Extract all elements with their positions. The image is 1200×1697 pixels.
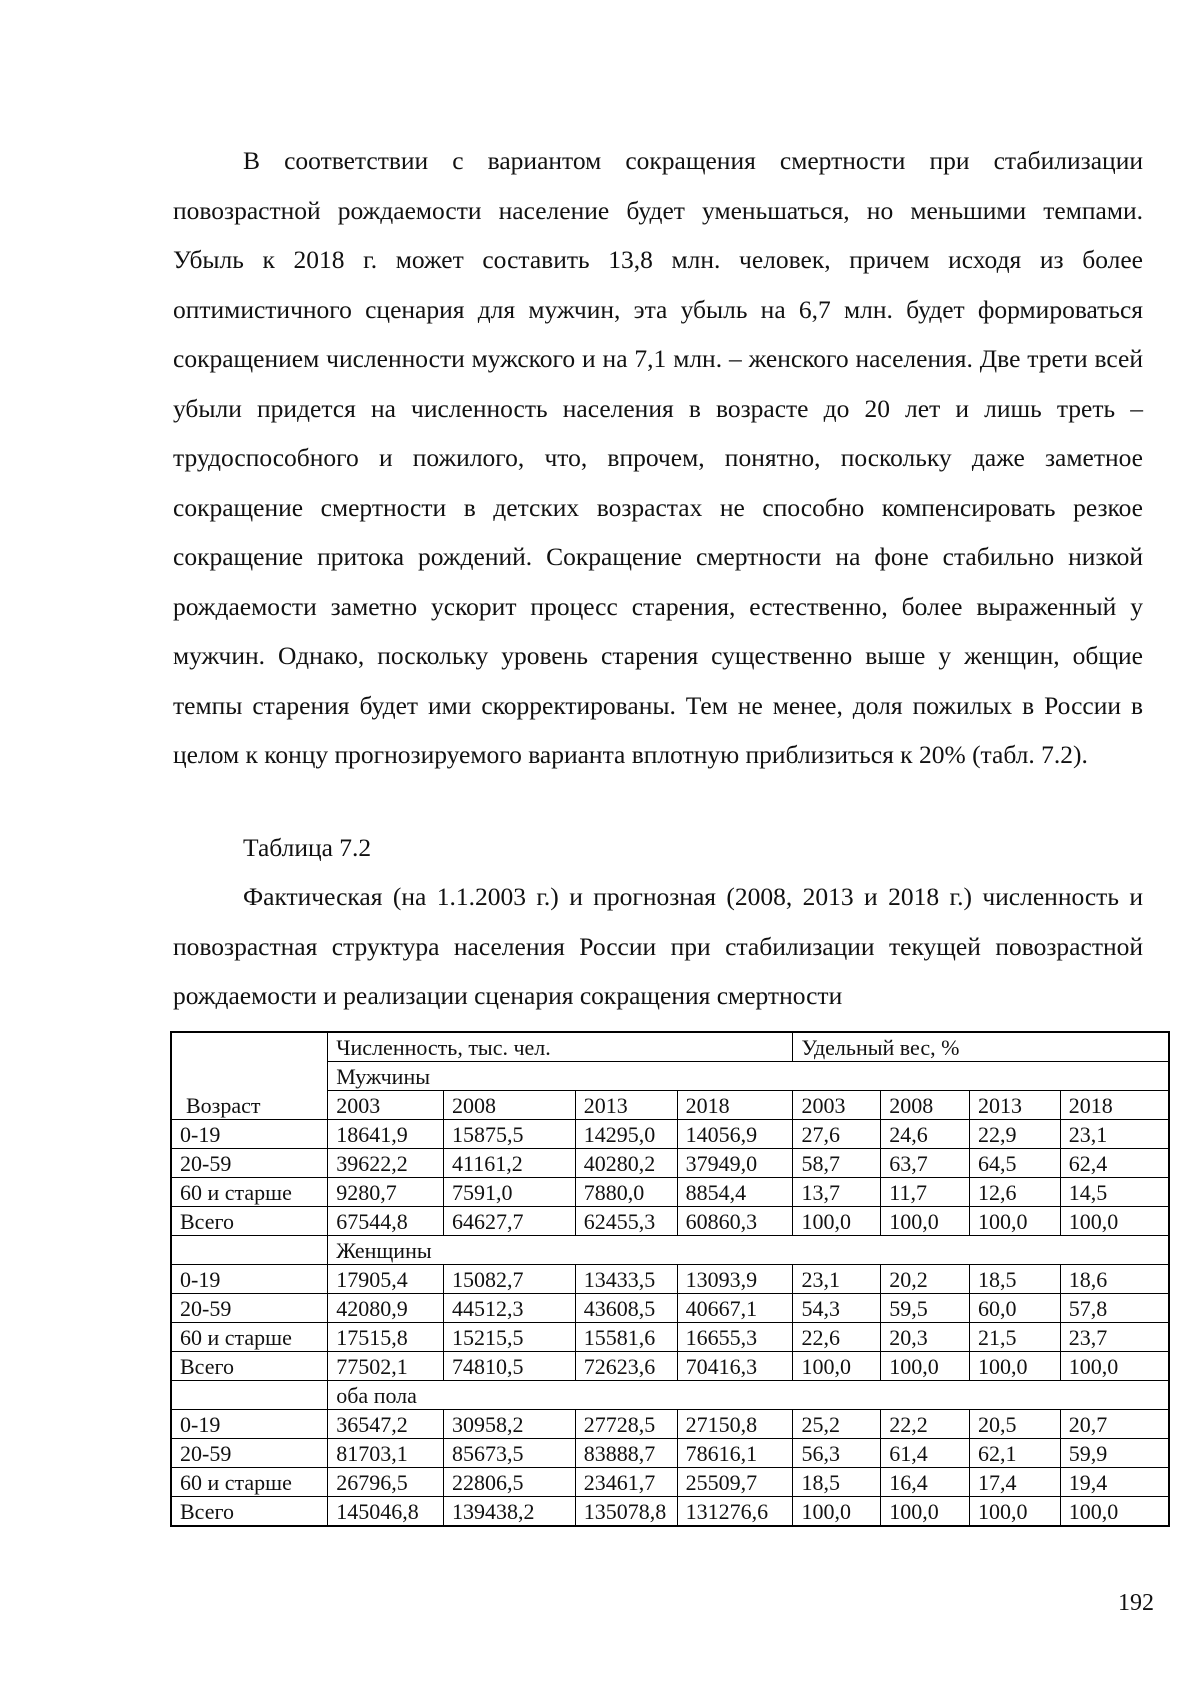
count-cell: 67544,8 [328,1207,444,1236]
count-cell: 25509,7 [677,1468,793,1497]
count-cell: 83888,7 [575,1439,677,1468]
count-cell: 139438,2 [444,1497,576,1527]
count-cell: 81703,1 [328,1439,444,1468]
table-row [171,1497,1169,1527]
count-cell: 145046,8 [328,1497,444,1527]
count-cell: 85673,5 [444,1439,576,1468]
table-section-row [171,1381,1169,1410]
share-cell: 60,0 [970,1294,1061,1323]
share-cell: 100,0 [881,1352,970,1381]
age-column-header: Возраст [171,1032,328,1120]
section-blank-cell [171,1236,328,1265]
count-cell: 42080,9 [328,1294,444,1323]
count-cell: 64627,7 [444,1207,576,1236]
share-cell: 23,1 [1060,1120,1169,1149]
share-cell: 64,5 [970,1149,1061,1178]
share-cell: 20,3 [881,1323,970,1352]
share-cell: 100,0 [1060,1352,1169,1381]
count-cell: 131276,6 [677,1497,793,1527]
age-cell: 0-19 [171,1120,328,1149]
share-cell: 18,5 [793,1468,881,1497]
share-cell: 14,5 [1060,1178,1169,1207]
body-paragraph: В соответствии с вариантом сокращения смертности при стабилизации повозрастной рождаемости население будет уменьшаться, но меньшими темпами. Убыль к 2018 г. может составить 13,8 млн. человек, причем исходя из более оптимистичного сценария для мужчин, эта убыль на 6,7 млн. будет формироваться сокращением численности мужского и на 7,1 млн. – женского населения. Две трети всей убыли придется на численность населения в возрасте до 20 лет и лишь треть – трудоспособного и пожилого, что, впрочем, понятно, поскольку даже заметное сокращение смертности в детских возрастах не способно компенсировать резкое сокращение притока рождений. Сокращение смертности на фоне стабильно низкой рождаемости заметно ускорит процесс старения, естественно, более выраженный у мужчин. Однако, поскольку уровень старения существенно выше у женщин, общие темпы старения будет ими скорректированы. Тем не менее, доля пожилых в России в целом к концу прогнозируемого варианта вплотную приблизиться к 20% (табл. 7.2). [173,146,1143,769]
age-cell: 60 и старше [171,1178,328,1207]
count-cell: 15581,6 [575,1323,677,1352]
count-cell: 15082,7 [444,1265,576,1294]
share-cell: 100,0 [793,1352,881,1381]
share-cell: 19,4 [1060,1468,1169,1497]
age-cell: 60 и старше [171,1323,328,1352]
table-row [171,1468,1169,1497]
count-cell: 14056,9 [677,1120,793,1149]
count-cell: 26796,5 [328,1468,444,1497]
year-header: 2013 [575,1091,677,1120]
share-cell: 100,0 [1060,1207,1169,1236]
year-header: 2008 [444,1091,576,1120]
share-cell: 22,9 [970,1120,1061,1149]
count-cell: 62455,3 [575,1207,677,1236]
count-cell: 17515,8 [328,1323,444,1352]
table-row [171,1178,1169,1207]
section-title: оба пола [328,1381,1169,1410]
count-cell: 39622,2 [328,1149,444,1178]
share-cell: 56,3 [793,1439,881,1468]
year-header: 2008 [881,1091,970,1120]
count-cell: 27728,5 [575,1410,677,1439]
count-cell: 43608,5 [575,1294,677,1323]
share-cell: 62,1 [970,1439,1061,1468]
count-cell: 18641,9 [328,1120,444,1149]
table-row [171,1352,1169,1381]
age-cell: 60 и старше [171,1468,328,1497]
share-cell: 20,5 [970,1410,1061,1439]
count-cell: 37949,0 [677,1149,793,1178]
share-cell: 100,0 [881,1497,970,1527]
table-header-row-groups [171,1032,1169,1062]
share-cell: 12,6 [970,1178,1061,1207]
year-header: 2013 [970,1091,1061,1120]
share-cell: 100,0 [881,1207,970,1236]
count-cell: 27150,8 [677,1410,793,1439]
share-cell: 20,7 [1060,1410,1169,1439]
count-cell: 22806,5 [444,1468,576,1497]
table-row [171,1323,1169,1352]
table-row [171,1439,1169,1468]
share-cell: 20,2 [881,1265,970,1294]
share-cell: 61,4 [881,1439,970,1468]
year-header: 2018 [677,1091,793,1120]
count-cell: 41161,2 [444,1149,576,1178]
count-cell: 40280,2 [575,1149,677,1178]
table-body [171,1032,1169,1526]
count-cell: 40667,1 [677,1294,793,1323]
share-cell: 23,1 [793,1265,881,1294]
table-row [171,1410,1169,1439]
count-cell: 16655,3 [677,1323,793,1352]
count-cell: 7591,0 [444,1178,576,1207]
share-cell: 18,5 [970,1265,1061,1294]
share-cell: 100,0 [793,1497,881,1527]
page-number: 192 [1118,1590,1154,1616]
share-cell: 100,0 [1060,1497,1169,1527]
table-caption: Фактическая (на 1.1.2003 г.) и прогнозная (2008, 2013 и 2018 г.) численность и повозрастная структура населения России при стабилизации текущей повозрастной рождаемости и реализации сценария сокращения смертности [173,882,1143,1010]
share-cell: 59,9 [1060,1439,1169,1468]
count-cell: 17905,4 [328,1265,444,1294]
share-cell: 57,8 [1060,1294,1169,1323]
section-title: Мужчины [328,1062,1169,1091]
age-cell: 20-59 [171,1439,328,1468]
share-cell: 27,6 [793,1120,881,1149]
share-cell: 11,7 [881,1178,970,1207]
table-row [171,1294,1169,1323]
share-cell: 58,7 [793,1149,881,1178]
population-table [170,1031,1170,1527]
share-group-header: Удельный вес, % [793,1032,1169,1062]
count-cell: 135078,8 [575,1497,677,1527]
year-header: 2018 [1060,1091,1169,1120]
count-cell: 70416,3 [677,1352,793,1381]
share-cell: 24,6 [881,1120,970,1149]
count-cell: 15875,5 [444,1120,576,1149]
age-cell: 20-59 [171,1294,328,1323]
count-cell: 30958,2 [444,1410,576,1439]
count-cell: 44512,3 [444,1294,576,1323]
year-header: 2003 [793,1091,881,1120]
share-cell: 16,4 [881,1468,970,1497]
count-cell: 74810,5 [444,1352,576,1381]
count-cell: 13433,5 [575,1265,677,1294]
table-section-row [171,1236,1169,1265]
count-cell: 72623,6 [575,1352,677,1381]
age-cell: Всего [171,1207,328,1236]
share-cell: 18,6 [1060,1265,1169,1294]
share-cell: 22,6 [793,1323,881,1352]
share-cell: 100,0 [970,1207,1061,1236]
count-cell: 36547,2 [328,1410,444,1439]
share-cell: 62,4 [1060,1149,1169,1178]
share-cell: 100,0 [970,1352,1061,1381]
share-cell: 63,7 [881,1149,970,1178]
age-cell: Всего [171,1497,328,1527]
count-cell: 9280,7 [328,1178,444,1207]
count-cell: 7880,0 [575,1178,677,1207]
table-row [171,1149,1169,1178]
table-label: Таблица 7.2 [243,833,372,862]
share-cell: 13,7 [793,1178,881,1207]
share-cell: 17,4 [970,1468,1061,1497]
count-cell: 78616,1 [677,1439,793,1468]
count-cell: 15215,5 [444,1323,576,1352]
age-cell: 0-19 [171,1265,328,1294]
table-row [171,1265,1169,1294]
age-cell: 20-59 [171,1149,328,1178]
share-cell: 21,5 [970,1323,1061,1352]
year-header: 2003 [328,1091,444,1120]
table-row [171,1207,1169,1236]
share-cell: 59,5 [881,1294,970,1323]
section-title: Женщины [328,1236,1169,1265]
section-blank-cell [171,1381,328,1410]
share-cell: 54,3 [793,1294,881,1323]
age-cell: Всего [171,1352,328,1381]
count-cell: 8854,4 [677,1178,793,1207]
share-cell: 100,0 [793,1207,881,1236]
share-cell: 23,7 [1060,1323,1169,1352]
age-cell: 0-19 [171,1410,328,1439]
share-cell: 22,2 [881,1410,970,1439]
count-cell: 14295,0 [575,1120,677,1149]
count-cell: 13093,9 [677,1265,793,1294]
count-cell: 23461,7 [575,1468,677,1497]
table-row [171,1120,1169,1149]
count-group-header: Численность, тыс. чел. [328,1032,793,1062]
count-cell: 77502,1 [328,1352,444,1381]
share-cell: 25,2 [793,1410,881,1439]
count-cell: 60860,3 [677,1207,793,1236]
share-cell: 100,0 [970,1497,1061,1527]
